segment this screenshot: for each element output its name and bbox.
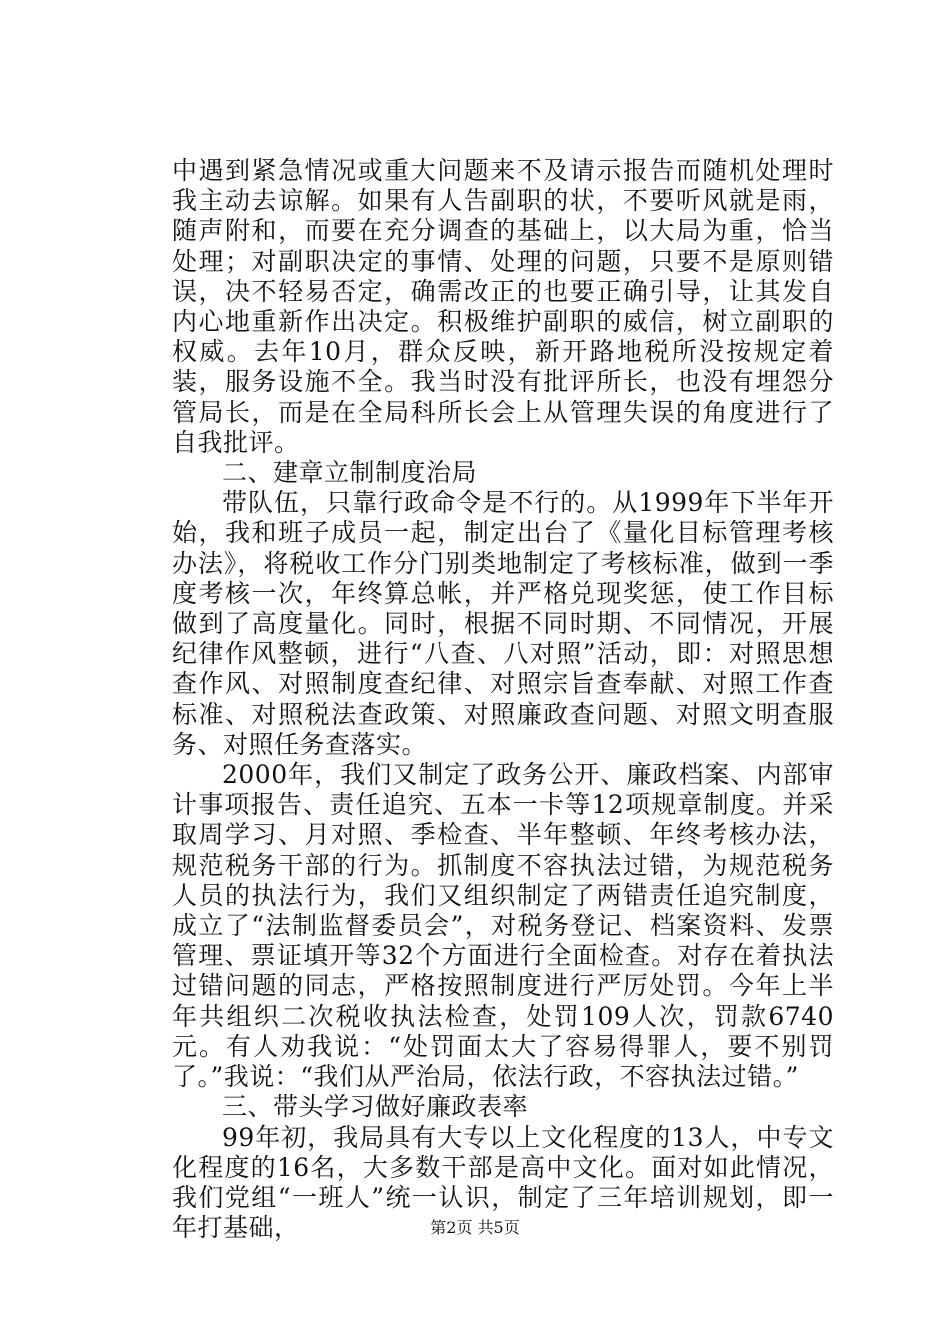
paragraph-1: 中遇到紧急情况或重大问题来不及请示报告而随机处理时我主动去谅解。如果有人告副职的状，不要听风就是雨，随声附和，而要在充分调查的基础上，以大局为重，恰当处理；对副职决定的事情、处理的问题，只要不是原则错误，决不轻易否定，确需改正的也要正确引导，让其发自内心地重新作出决定。积极维护副职的威信，树立副职的权威。去年10月，群众反映，新开路地税所没按规定着装，服务设施不全。我当时没有批评所长，也没有埋怨分管局长，而是在全局科所长会上从管理失误的角度进行了自我批评。 (172, 156, 834, 457)
page-footer: 第2页 共5页 (430, 1218, 520, 1237)
paragraph-3: 2000年，我们又制定了政务公开、廉政档案、内部审计事项报告、责任追究、五本一卡等12项规章制度。并采取周学习、月对照、季检查、半年整顿、年终考核办法，规范税务干部的行为。抓制度不容执法过错，为规范税务人员的执法行为，我们又组织制定了两错责任追究制度，成立了“法制监督委员会”，对税务登记、档案资料、发票管理、票证填开等32个方面进行全面检查。对存在着执法过错问题的同志，严格按照制度进行严厉处罚。今年上半年共组织二次税收执法检查，处罚109人次，罚款6740元。有人劝我说：“处罚面太大了容易得罪人，要不别罚了。”我说：“我们从严治局，依法行政，不容执法过错。” (172, 760, 834, 1092)
paragraph-2: 带队伍，只靠行政命令是不行的。从1999年下半年开始，我和班子成员一起，制定出台了《量化目标管理考核办法》，将税收工作分门别类地制定了考核标准，做到一季度考核一次，年终算总帐，并严格兑现奖惩，使工作目标做到了高度量化。同时，根据不同时期、不同情况，开展纪律作风整顿，进行“八查、八对照”活动，即：对照思想查作风、对照制度查纪律、对照宗旨查奉献、对照工作查标准、对照税法查政策、对照廉政查问题、对照文明查服务、对照任务查落实。 (172, 488, 834, 759)
document-body (172, 156, 834, 1243)
section-heading-3: 三、带头学习做好廉政表率 (222, 1092, 529, 1122)
section-heading-2: 二、建章立制制度治局 (222, 458, 478, 488)
paragraph-4: 99年初，我局具有大专以上文化程度的13人，中专文化程度的16名，大多数干部是高中文化。面对如此情况，我们党组“一班人”统一认识，制定了三年培训规划，即一年打基础， (172, 1122, 834, 1243)
